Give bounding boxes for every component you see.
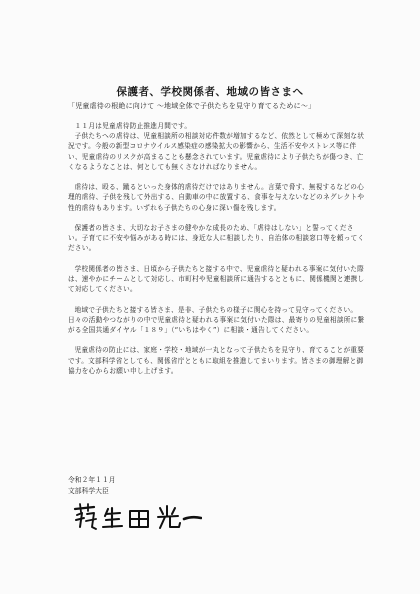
page-subtitle: 「児童虐待の根絶に向けて ～地域全体で子供たちを見守り育てるために～」	[68, 102, 316, 110]
page-title: 保護者、学校関係者、地域の皆さまへ	[116, 86, 304, 98]
paragraph-situation: 子供たちへの虐待は、児童相談所の相談対応件数が増加するなど、依然として極めて深刻な状況です。今般の新型コロナウイルス感染症の感染拡大の影響から、生活不安やストレス等に伴い、児童虐待のリスクが高まることも懸念されています。児童虐待により子供たちが傷つき、亡くなるようなことは、何としても無くさなければなりません。	[68, 132, 365, 171]
paragraph-intro: １１月は児童虐待防止推進月間です。	[74, 122, 192, 130]
issuer-title: 文部科学大臣	[68, 487, 109, 495]
paragraph-community: 地域で子供たちと接する皆さま、是非、子供たちの様子に関心を持って見守ってください。日々の活動やつながりの中で児童虐待と疑われる事案に気付いた際は、最寄りの児童相談所に繋がる全国共通ダイヤル「１８９」（“いちはやく”）に相談・通告してください。	[68, 305, 365, 334]
issue-date: 令和２年１１月	[68, 476, 116, 484]
handwritten-signature	[72, 503, 202, 531]
paragraph-abuse-types: 虐待は、殴る、蹴るといった身体的虐待だけではありません。言葉で脅す、無視するなどの心理的虐待、子供を残して外出する、自動車の中に放置する、食事を与えないなどのネグレクトや性的虐待もあります。いずれも子供たちの心身に深い傷を残します。	[68, 183, 365, 212]
paragraph-guardians: 保護者の皆さま、大切なお子さまの健やかな成長のため、「虐待はしない」と誓ってください。子育てに不安や悩みがある時には、身近な人に相談したり、自治体の相談窓口等を頼ってください。	[68, 224, 365, 253]
paragraph-school-staff: 学校関係者の皆さま、日頃から子供たちと接する中で、児童虐待と疑われる事案に気付いた際は、速やかにチームとして対応し、市町村や児童相談所に通告するとともに、関係機関と連携して対応してください。	[68, 264, 365, 294]
paragraph-closing: 児童虐待の防止には、家庭・学校・地域が一丸となって子供たちを見守り、育てることが重要です。文部科学省としても、関係省庁とともに取組を推進してまいります。皆さまの御理解と御協力を心からお願い申し上げます。	[68, 346, 365, 375]
notice-body	[68, 121, 366, 376]
issuer-block	[68, 475, 116, 497]
